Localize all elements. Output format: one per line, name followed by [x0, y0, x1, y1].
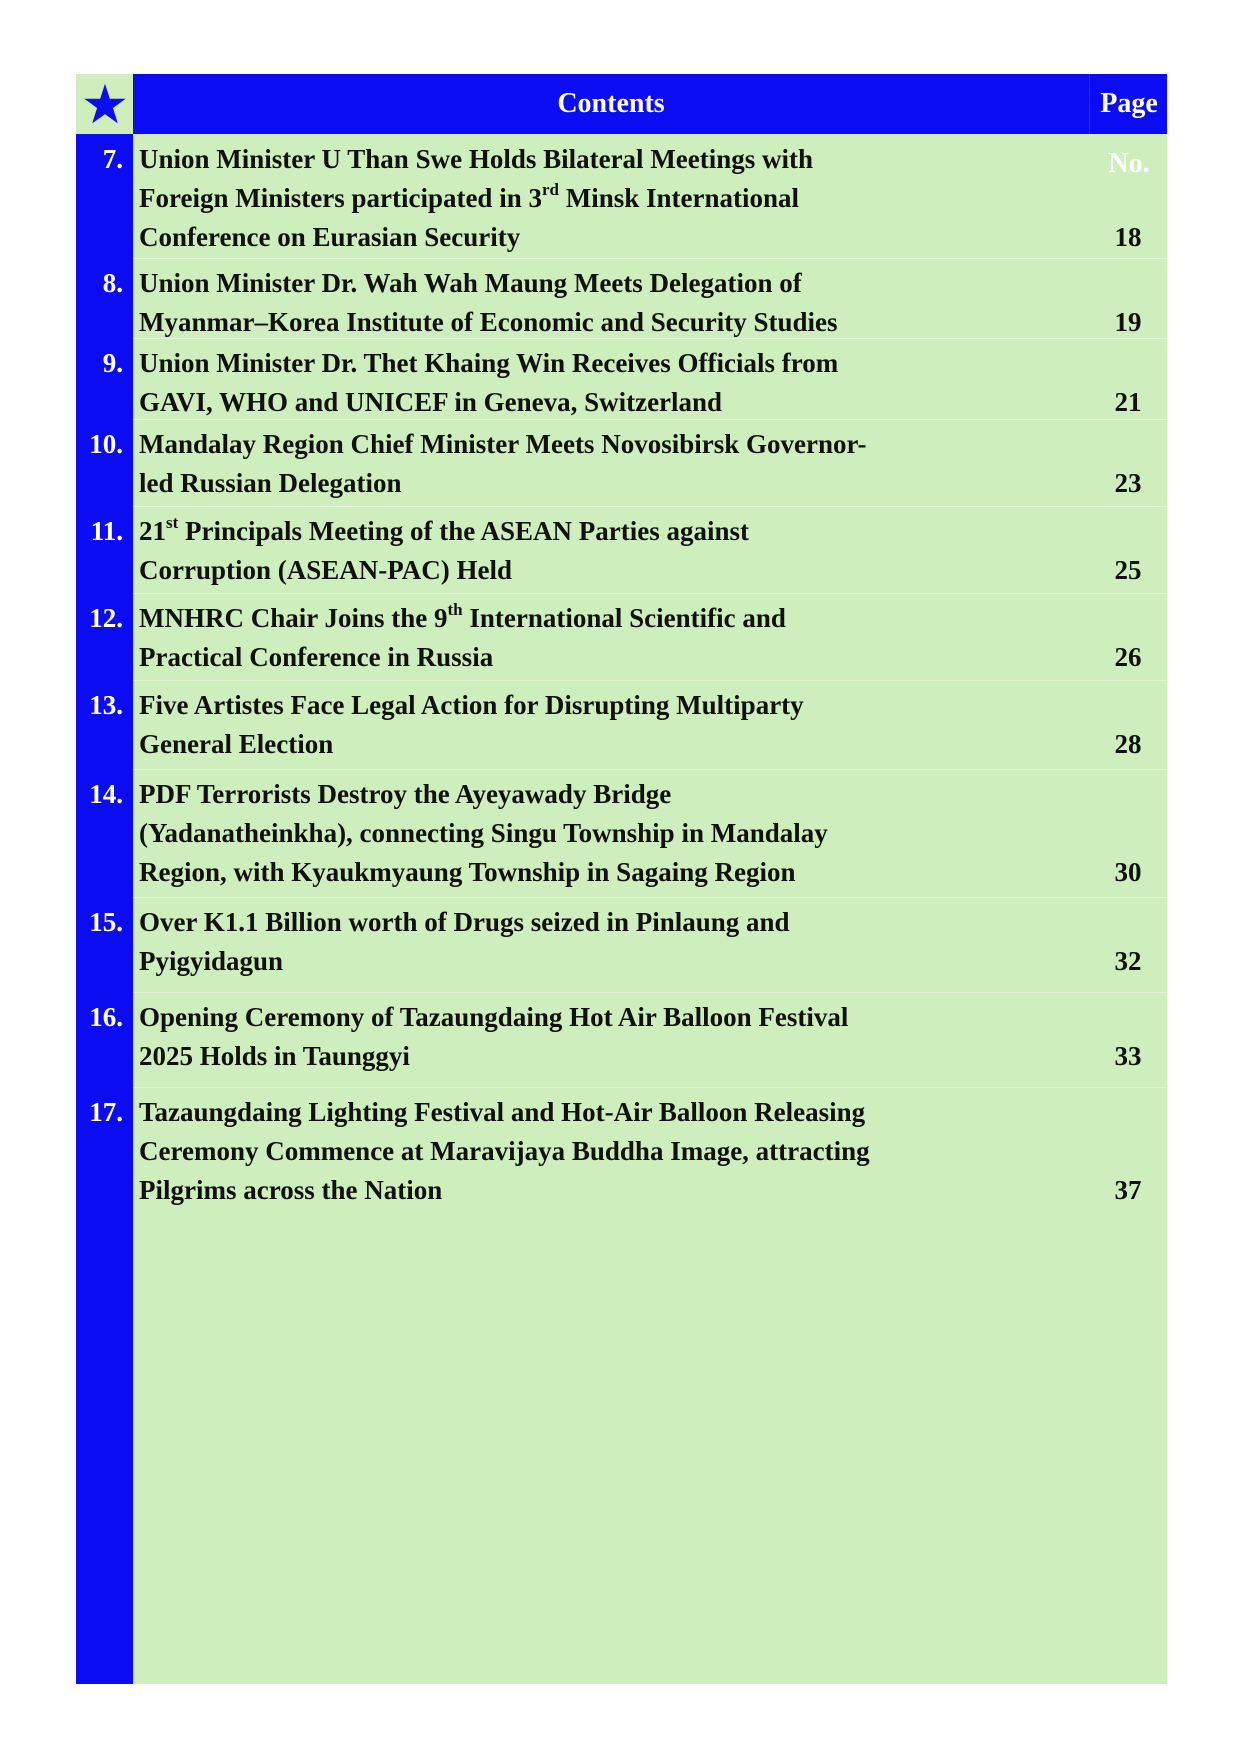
- title-text: Over K1.1 Billion worth of Drugs seized in Pinlaung and: [139, 907, 790, 937]
- list-item: [76, 682, 1167, 771]
- title-text: PDF Terrorists Destroy the Ayeyawady Bridge: [139, 779, 672, 809]
- entry-title-line: [139, 551, 1079, 590]
- entry-title-line: [139, 425, 1079, 464]
- entry-page-number: 23: [1114, 468, 1142, 498]
- entry-number: 14.: [89, 779, 123, 809]
- entry-page-number: 26: [1114, 642, 1142, 672]
- entry-title: [139, 512, 1079, 590]
- list-item: [76, 136, 1167, 260]
- row-divider: [133, 992, 1167, 993]
- list-item: [76, 1089, 1167, 1684]
- title-text: led Russian Delegation: [139, 468, 402, 498]
- title-text: Union Minister Dr. Wah Wah Maung Meets Delegation of: [139, 268, 802, 298]
- contents-table: [76, 74, 1167, 1684]
- entry-title-line: [139, 903, 1079, 942]
- entry-title: [139, 775, 1079, 892]
- list-item: [76, 994, 1167, 1089]
- title-text: General Election: [139, 729, 334, 759]
- entry-title-line: [139, 725, 1079, 764]
- entry-title-line: [139, 998, 1079, 1037]
- star-icon: [83, 82, 127, 126]
- entry-number: 9.: [102, 348, 123, 378]
- entry-title-line: [139, 464, 1079, 503]
- row-divider: [133, 897, 1167, 898]
- entry-number: 12.: [89, 603, 123, 633]
- superscript: rd: [541, 180, 559, 199]
- title-text: Five Artistes Face Legal Action for Disrupting Multiparty: [139, 690, 804, 720]
- entry-title-line: [139, 512, 1079, 551]
- list-item: [76, 260, 1167, 340]
- page-no-heading: Page No.: [1089, 74, 1168, 134]
- entry-page-number: 28: [1114, 729, 1142, 759]
- title-text: 2025 Holds in Taunggyi: [139, 1041, 410, 1071]
- row-divider: [133, 593, 1167, 594]
- entry-page-number: 18: [1114, 222, 1142, 252]
- title-text: Region, with Kyaukmyaung Township in Sagaing Region: [139, 857, 796, 887]
- contents-heading: Contents: [557, 88, 665, 119]
- title-text: Corruption (ASEAN-PAC) Held: [139, 555, 512, 585]
- list-item: [76, 508, 1167, 595]
- list-item: [76, 771, 1167, 899]
- entry-page-number: 33: [1114, 1041, 1142, 1071]
- entry-page-number: 32: [1114, 946, 1142, 976]
- entry-title-line: [139, 344, 1079, 383]
- entry-title-line: [139, 1093, 1079, 1132]
- entry-title-line: [139, 140, 1079, 179]
- entry-title-line: [139, 814, 1079, 853]
- list-item: [76, 421, 1167, 508]
- entry-page-number: 37: [1114, 1175, 1142, 1205]
- entry-title-line: [139, 638, 1079, 677]
- entry-title: [139, 344, 1079, 422]
- title-text: Practical Conference in Russia: [139, 642, 494, 672]
- row-divider: [133, 1087, 1167, 1088]
- list-item: [76, 899, 1167, 994]
- entry-title: [139, 1093, 1079, 1210]
- entry-number: 10.: [89, 429, 123, 459]
- title-text: Union Minister Dr. Thet Khaing Win Receives Officials from: [139, 348, 839, 378]
- entry-page-number: 30: [1114, 857, 1142, 887]
- row-divider: [133, 680, 1167, 681]
- superscript: th: [447, 600, 463, 619]
- title-text: 21: [139, 516, 166, 546]
- entry-title-line: [139, 264, 1079, 303]
- entry-page-number: 19: [1114, 307, 1142, 337]
- entry-number: 8.: [102, 268, 123, 298]
- title-text: International Scientific and: [462, 603, 786, 633]
- entry-page-number: 25: [1114, 555, 1142, 585]
- entry-title: [139, 998, 1079, 1076]
- row-divider: [133, 338, 1167, 339]
- entry-title-line: [139, 383, 1079, 422]
- title-text: Tazaungdaing Lighting Festival and Hot-Air Balloon Releasing: [139, 1097, 866, 1127]
- entry-number: 16.: [89, 1002, 123, 1032]
- entry-title: [139, 903, 1079, 981]
- title-text: Conference on Eurasian Security: [139, 222, 521, 252]
- title-text: Opening Ceremony of Tazaungdaing Hot Air Balloon Festival: [139, 1002, 849, 1032]
- row-divider: [133, 506, 1167, 507]
- title-text: Principals Meeting of the ASEAN Parties against: [178, 516, 749, 546]
- row-divider: [133, 258, 1167, 259]
- entry-title-line: [139, 599, 1079, 638]
- entry-title: [139, 686, 1079, 764]
- title-text: Minsk International: [558, 183, 800, 213]
- entry-title-line: [139, 942, 1079, 981]
- entry-title-line: [139, 303, 1079, 342]
- title-text: Pilgrims across the Nation: [139, 1175, 443, 1205]
- entry-title-line: [139, 1037, 1079, 1076]
- entry-number: 15.: [89, 907, 123, 937]
- title-text: Ceremony Commence at Maravijaya Buddha Image, attracting: [139, 1136, 870, 1166]
- entry-title-line: [139, 179, 1079, 218]
- row-divider: [133, 769, 1167, 770]
- list-item: [76, 595, 1167, 682]
- entry-title: [139, 599, 1079, 677]
- entry-title-line: [139, 1171, 1079, 1210]
- entry-title: [139, 264, 1079, 342]
- title-text: MNHRC Chair Joins the 9: [139, 603, 448, 633]
- entry-title: [139, 140, 1079, 257]
- title-text: GAVI, WHO and UNICEF in Geneva, Switzerland: [139, 387, 723, 417]
- entry-title-line: [139, 218, 1079, 257]
- entry-title-line: [139, 775, 1079, 814]
- superscript: st: [166, 513, 179, 532]
- entry-title-line: [139, 853, 1079, 892]
- entry-number: 17.: [89, 1097, 123, 1127]
- entry-number: 13.: [89, 690, 123, 720]
- title-text: Pyigyidagun: [139, 946, 284, 976]
- title-text: Foreign Ministers participated in 3: [139, 183, 542, 213]
- star-cell: [76, 74, 133, 134]
- list-item: [76, 340, 1167, 421]
- row-divider: [133, 419, 1167, 420]
- entry-title: [139, 425, 1079, 503]
- entry-page-number: 21: [1114, 387, 1142, 417]
- title-text: Union Minister U Than Swe Holds Bilateral Meetings with: [139, 144, 814, 174]
- entry-title-line: [139, 686, 1079, 725]
- title-text: (Yadanatheinkha), connecting Singu Township in Mandalay: [139, 818, 828, 848]
- title-text: Myanmar–Korea Institute of Economic and Security Studies: [139, 307, 838, 337]
- entry-title-line: [139, 1132, 1079, 1171]
- entry-number: 11.: [90, 516, 123, 546]
- title-text: Mandalay Region Chief Minister Meets Novosibirsk Governor-: [139, 429, 867, 459]
- entry-number: 7.: [102, 144, 123, 174]
